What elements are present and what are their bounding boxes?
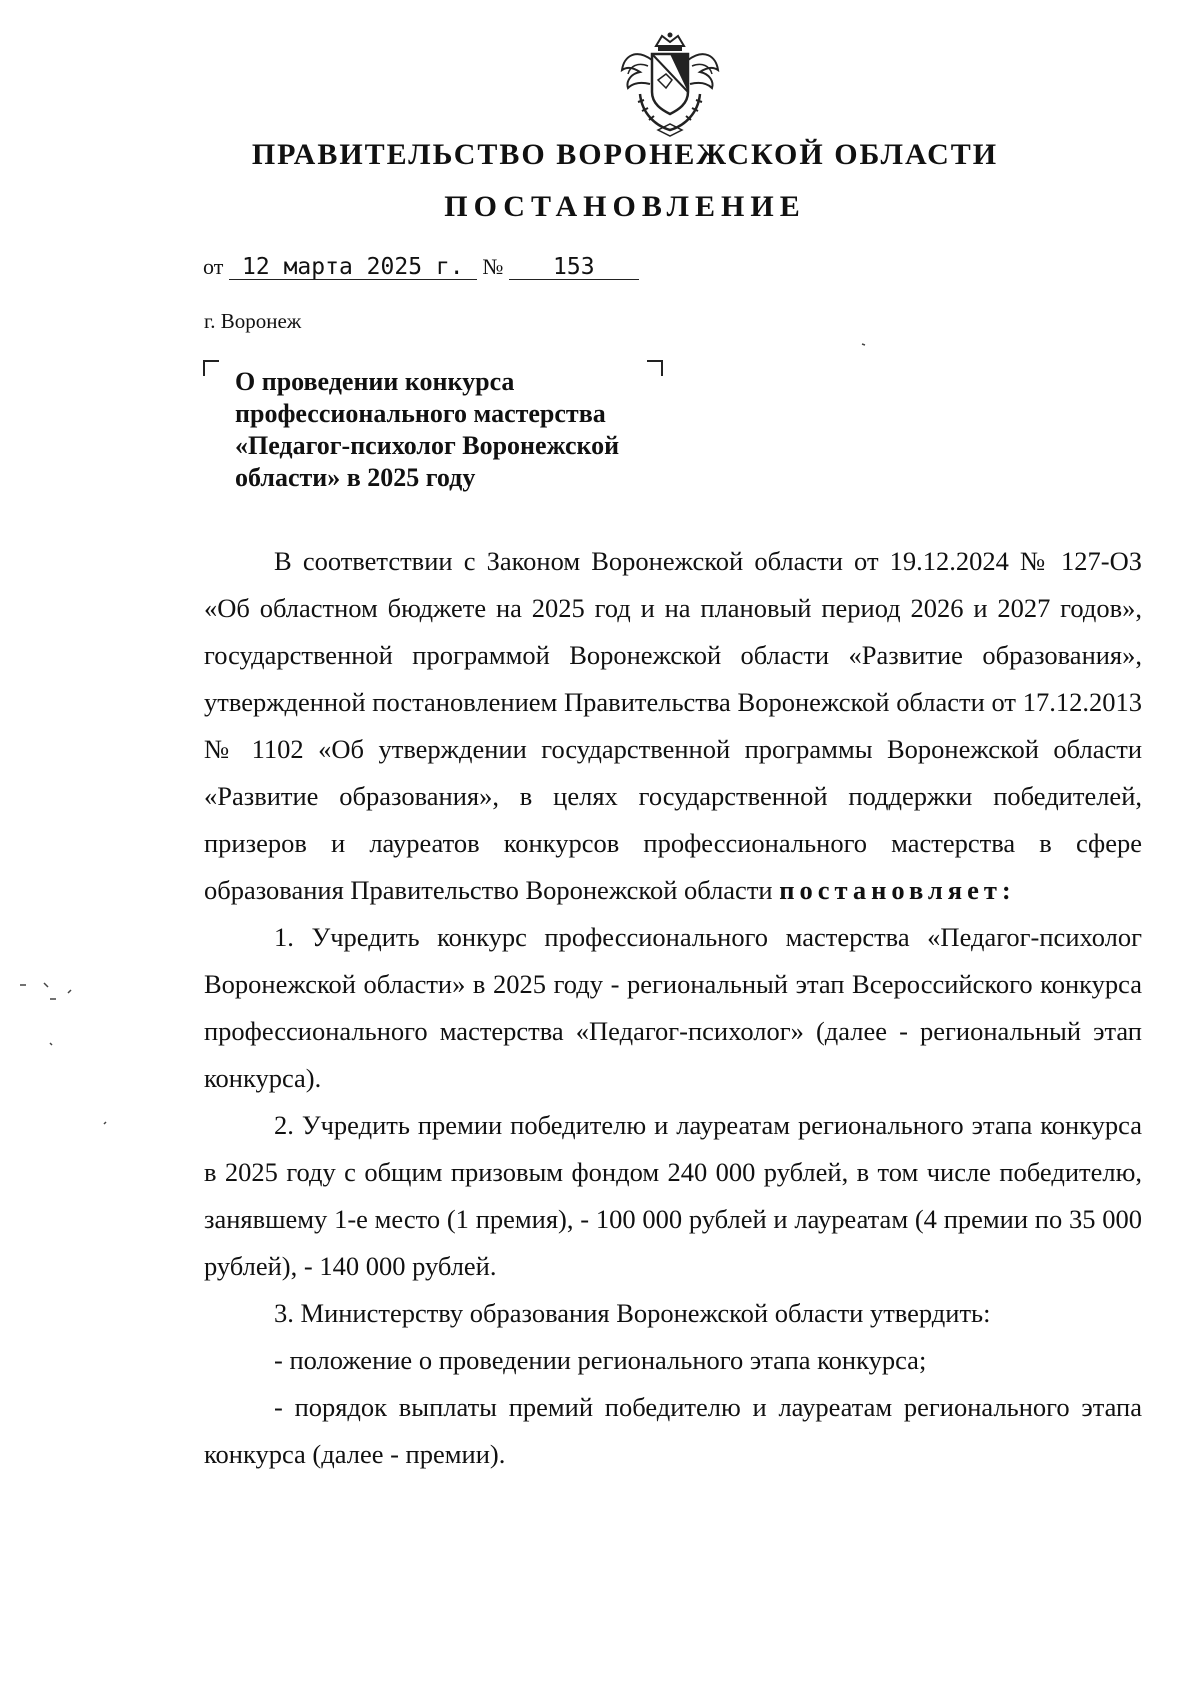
date-value: 12 марта 2025 г. — [229, 255, 477, 280]
item-3a-paragraph: - положение о проведении регионального этапа конкурса; — [274, 1345, 927, 1375]
item-1-paragraph: 1. Учредить конкурс профессионального мастерства «Педагог-психолог Воронежской области» в 2025 году - региональный этап Всероссийского конкурса профессионального мастерства «Педагог-психолог» (далее - региональный этап конкурса). — [204, 922, 1142, 1093]
item-3b-paragraph: - порядок выплаты премий победителю и лауреатам регионального этапа конкурса (далее - премии). — [204, 1392, 1142, 1469]
item-2-paragraph: 2. Учредить премии победителю и лауреатам регионального этапа конкурса в 2025 году с общим призовым фондом 240 000 рублей, в том числе победителю, занявшему 1-е место (1 премия), - 100 000 рублей и лауреатам (4 премии по 35 000 рублей), - 140 000 рублей. — [204, 1110, 1142, 1281]
resolves-keyword: постановляет: — [779, 875, 1016, 905]
city-name: г. Воронеж — [204, 309, 302, 333]
document-number: 153 — [509, 255, 639, 280]
document-type-heading: ПОСТАНОВЛЕНИЕ — [444, 190, 806, 223]
number-prefix: № — [482, 254, 504, 279]
organization-title: ПРАВИТЕЛЬСТВО ВОРОНЕЖСКОЙ ОБЛАСТИ — [251, 138, 999, 171]
subject-line: профессионального мастерства — [235, 399, 606, 428]
item-3-paragraph: 3. Министерству образования Воронежской области утвердить: — [274, 1298, 991, 1328]
subject-line: О проведении конкурса — [235, 367, 515, 396]
date-prefix: от — [203, 254, 224, 279]
subject-line: области» в 2025 году — [235, 463, 476, 492]
subject-line: «Педагог-психолог Воронежской — [235, 431, 620, 460]
preamble-text: В соответствии с Законом Воронежской области от 19.12.2024 № 127-ОЗ «Об областном бюджете на 2025 год и на плановый период 2026 и 2027 годов», государственной программой Воронежской области «Развитие образования», утвержденной постановлением Правительства Воронежской области от 17.12.2013 № 1102 «Об утверждении государственной программы Воронежской области «Развитие образования», в целях государственной поддержки победителей, призеров и лауреатов конкурсов профессионального мастерства в сфере образования Правительство Воронежской области — [204, 546, 1142, 905]
